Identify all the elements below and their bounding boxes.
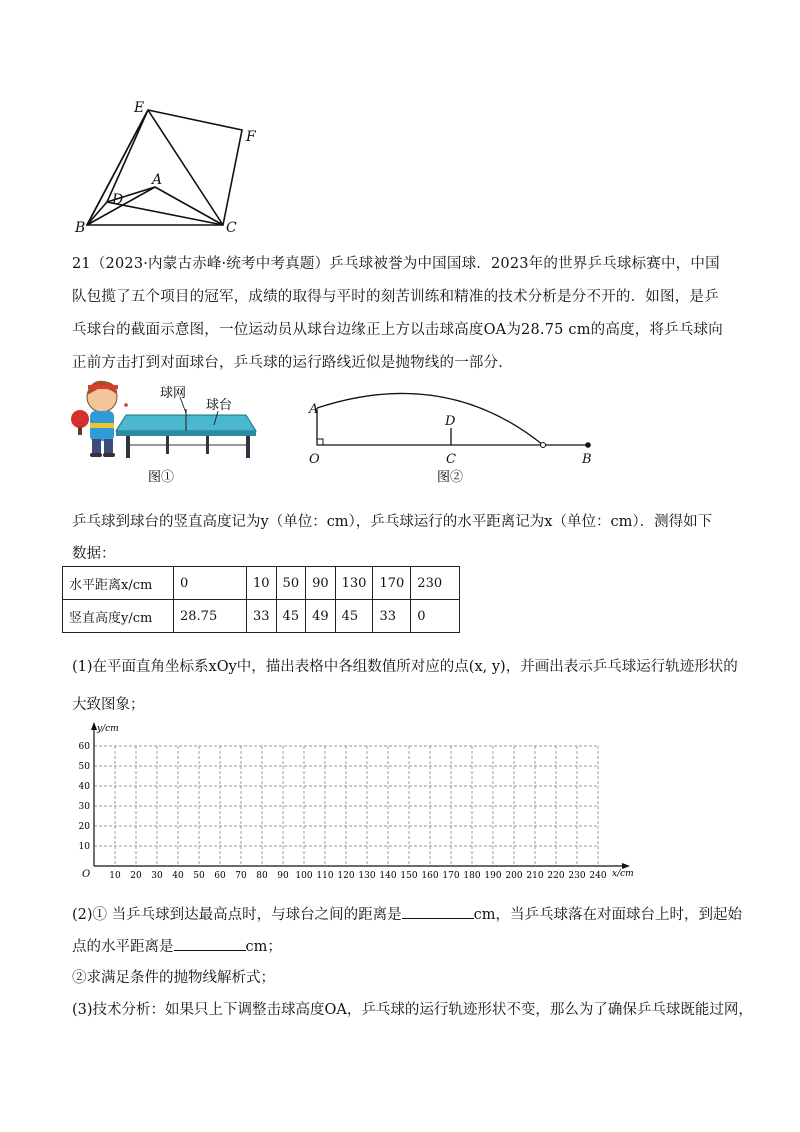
y-tick-label: 20: [78, 822, 90, 832]
part2-line-a: [72, 903, 742, 924]
y-tick-label: 30: [78, 802, 90, 812]
ball-trajectory: [317, 393, 543, 445]
x-tick-label: 30: [151, 871, 163, 881]
table-cell: 33: [373, 600, 411, 633]
x-tick-label: 20: [130, 871, 142, 881]
x-tick-label: 100: [295, 871, 313, 881]
x-tick-label: 90: [277, 871, 289, 881]
x-tick-label: 240: [589, 871, 607, 881]
figure-2: [305, 378, 605, 488]
fig2-label-B: B: [582, 452, 592, 467]
variables-line-1: 乒乓球到球台的竖直高度记为y（单位：cm），乒乓球运行的水平距离记为x（单位：cm）．测得如下: [72, 514, 713, 530]
x-tick-label: 70: [235, 871, 247, 881]
table-row-x: [63, 567, 460, 600]
part1-line-2: 大致图象；: [72, 697, 145, 713]
figure-2-caption: 图②: [437, 470, 464, 485]
x-tick-label: 190: [484, 871, 502, 881]
table-cell: 90: [306, 567, 336, 600]
variables-line-2: 数据：: [72, 546, 116, 562]
figure-1: [68, 375, 268, 485]
label-B: B: [75, 220, 86, 236]
coordinate-grid: [60, 722, 640, 887]
label-D: D: [112, 192, 124, 208]
table-cell: 0: [174, 567, 247, 600]
data-table: [62, 566, 460, 633]
x-tick-label: 120: [337, 871, 355, 881]
answer-blank-landing-distance[interactable]: [174, 936, 246, 951]
geometry-figure: [60, 90, 270, 240]
y-tick-label: 60: [78, 742, 90, 752]
part3-line: (3)技术分析：如果只上下调整击球高度OA，乒乓球的运行轨迹形状不变，那么为了确保乒乓球既能过网，: [72, 1002, 753, 1018]
table-cell: 45: [335, 600, 373, 633]
fig2-label-D: D: [445, 414, 456, 429]
table-cell: 50: [276, 567, 306, 600]
row-header-x: 水平距离x/cm: [63, 567, 174, 600]
table-cell: 170: [373, 567, 411, 600]
x-tick-label: 160: [421, 871, 439, 881]
answer-blank-max-height[interactable]: [402, 904, 474, 919]
label-E: E: [134, 100, 145, 116]
table-cell: 0: [411, 600, 460, 633]
table-cell: 45: [276, 600, 306, 633]
x-tick-label: 10: [109, 871, 121, 881]
fig2-label-A: A: [309, 402, 319, 417]
ball-icon: [124, 403, 128, 407]
square-ecfe: [87, 110, 242, 225]
x-tick-label: 40: [172, 871, 184, 881]
row-header-y: 竖直高度y/cm: [63, 600, 174, 633]
x-tick-label: 180: [463, 871, 481, 881]
fig2-label-C: C: [446, 452, 456, 467]
y-tick-label: 10: [78, 842, 90, 852]
x-tick-label: 150: [400, 871, 418, 881]
x-tick-label: 110: [316, 871, 334, 881]
part2-b-text-2: cm；: [245, 939, 282, 955]
fig2-label-O: O: [309, 452, 320, 467]
table-cell: 130: [335, 567, 373, 600]
label-A: A: [152, 172, 163, 188]
table-cell: 49: [306, 600, 336, 633]
table-label: 球台: [206, 398, 233, 413]
paddle-icon: [71, 410, 89, 428]
y-tick-label: 50: [78, 762, 90, 772]
x-tick-label: 80: [256, 871, 268, 881]
x-tick-label: 50: [193, 871, 205, 881]
part2-line-b: [72, 935, 282, 956]
x-tick-label: 230: [568, 871, 586, 881]
x-tick-label: 140: [379, 871, 397, 881]
x-axis-label: x/cm: [612, 869, 634, 879]
table-row-y: [63, 600, 460, 633]
question-intro: 21（2023·内蒙古赤峰·统考中考真题）乒乓球被誉为中国国球．2023年的世界乒乓球标赛中，中国队包揽了五个项目的冠军，成绩的取得与平时的刻苦训练和精准的技术分析是分不开的．如图，是乒乓球台的截面示意图，一位运动员从球台边缘正上方以击球高度OA为28.75 cm的高度，将乒乓球向正前方击打到对面球台，乒乓球的运行路线近似是抛物线的一部分．: [72, 256, 723, 371]
x-tick-label: 200: [505, 871, 523, 881]
label-F: F: [246, 129, 256, 145]
part2-b-text: 点的水平距离是: [72, 939, 174, 955]
origin-label: O: [82, 869, 91, 880]
table-cell: 33: [247, 600, 277, 633]
figure-1-caption: 图①: [148, 470, 175, 485]
net-label: 球网: [160, 386, 187, 401]
y-axis-label: y/cm: [97, 724, 119, 734]
table-cell: 10: [247, 567, 277, 600]
label-C: C: [226, 220, 237, 236]
x-tick-label: 130: [358, 871, 376, 881]
table-cell: 28.75: [174, 600, 247, 633]
y-tick-label: 40: [78, 782, 90, 792]
part2-a-text: (2)① 当乒乓球到达最高点时，与球台之间的距离是: [72, 907, 402, 923]
table-cell: 230: [411, 567, 460, 600]
part2-line-c: ②求满足条件的抛物线解析式；: [72, 970, 275, 986]
x-tick-label: 60: [214, 871, 226, 881]
x-tick-label: 220: [547, 871, 565, 881]
x-tick-label: 170: [442, 871, 460, 881]
part1-line-1: (1)在平面直角坐标系xOy中，描出表格中各组数值所对应的点(x, y)，并画出表示乒乓球运行轨迹形状的: [72, 659, 738, 675]
x-tick-label: 210: [526, 871, 544, 881]
part2-a-text-2: cm，当乒乓球落在对面球台上时，到起始: [473, 907, 743, 923]
